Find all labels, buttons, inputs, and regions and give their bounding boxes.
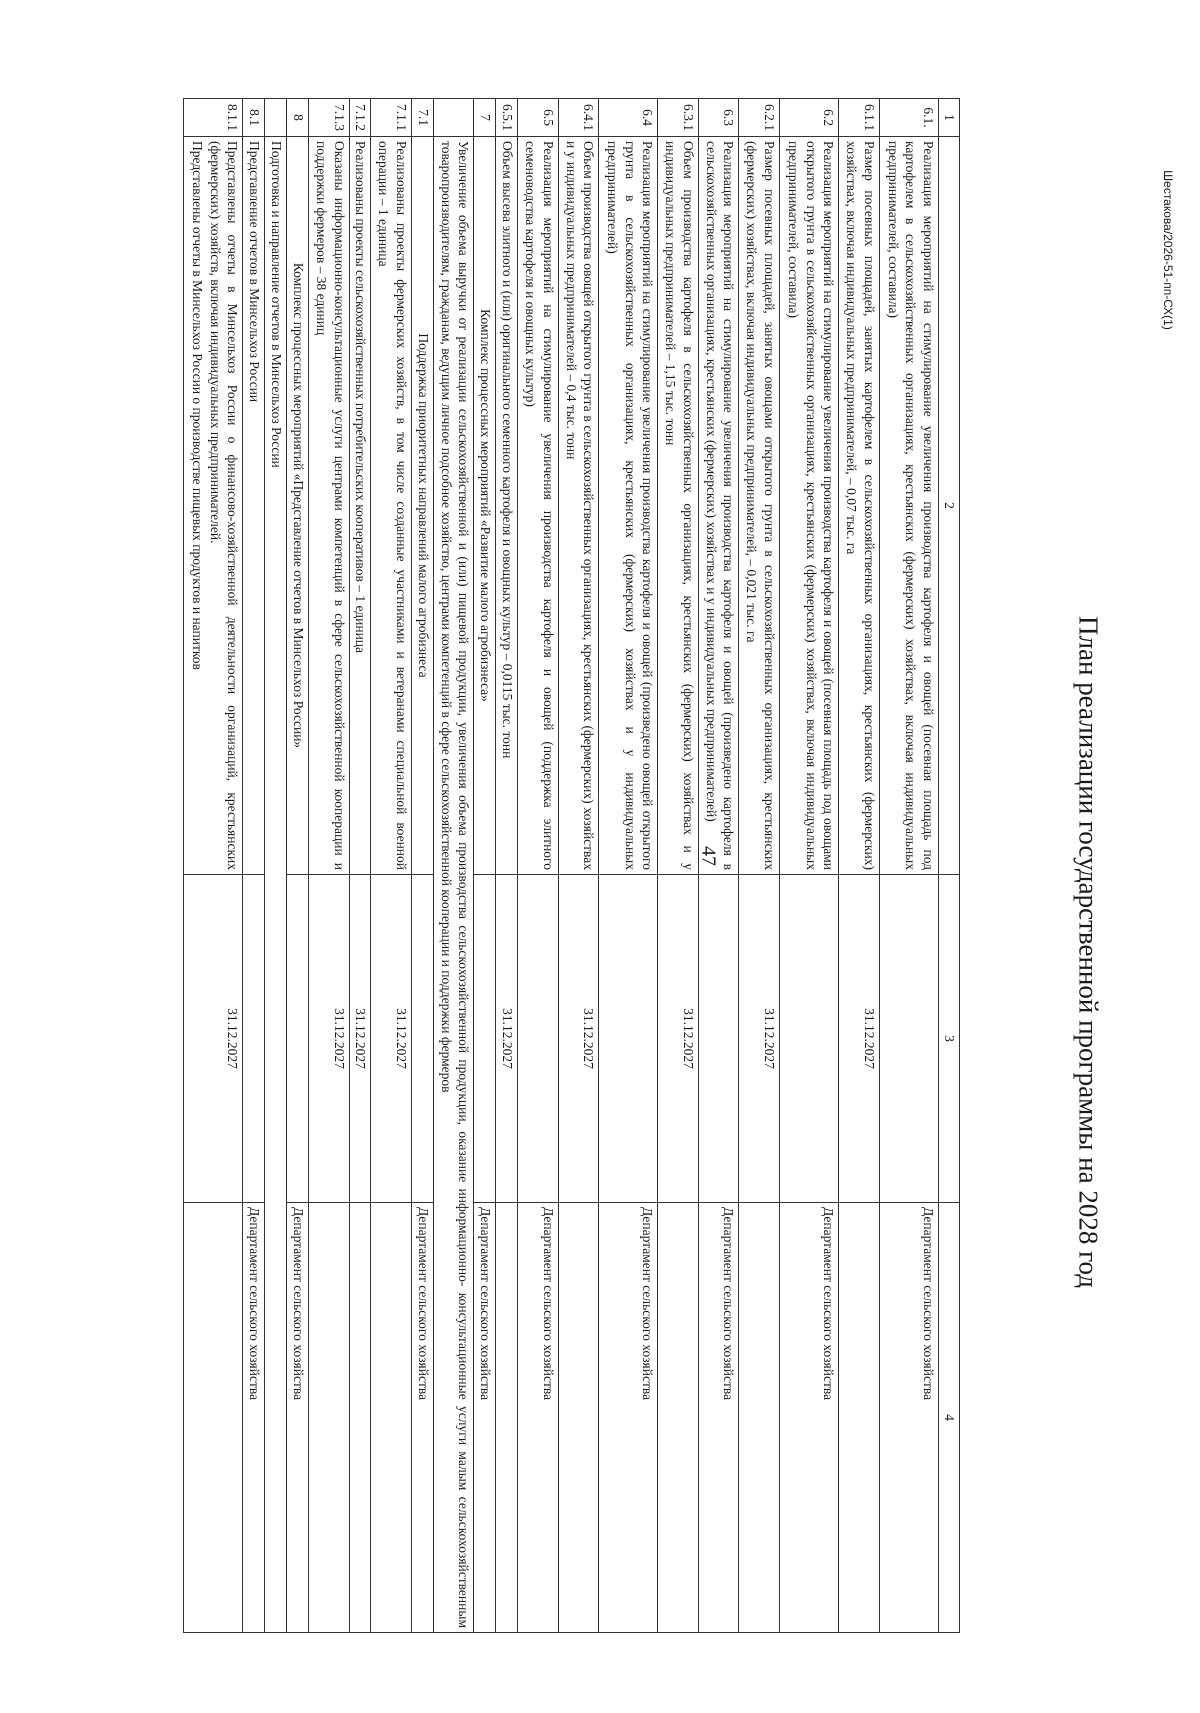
table-row [184,99,243,1633]
row-deadline: 31.12.2027 [184,875,243,1203]
plan-table-rotated [183,98,960,1632]
row-responsible [496,1203,518,1633]
table-row [558,99,599,1633]
row-description: Реализованы проекты фермерских хозяйств, в том числе созданные участниками и ветеранами специальной военной операции – 1 единица [371,137,412,875]
header-cell: 3 [939,875,960,1203]
row-responsible: Департамент сельского хозяйства [599,1203,658,1633]
table-header-row [939,99,960,1633]
row-deadline [698,875,739,1203]
table-row [698,99,739,1633]
row-description: Размер посевных площадей, занятых картофелем в сельскохозяйственных организациях, крестьянских (фермерских) хозяйствах, включая индивидуальных предпринимателей, – 0,07 тыс. га [839,137,880,875]
row-deadline [243,875,265,1203]
row-deadline [780,875,839,1203]
row-deadline: 31.12.2027 [739,875,780,1203]
row-description: Реализация мероприятий на стимулирование увеличения производства картофеля и овощей (произведено овощей открытого грунта в сельскохозяйственных организациях, крестьянских (фермерских) хозяйствах и у индивидуальных предпринимателей) [599,137,658,875]
row-number: 7.1.2 [349,99,371,137]
row-description: Реализация мероприятий на стимулирование увеличения производства картофеля и овощей (посевная площадь под овощами открытого грунта в сельскохозяйственных организациях, крестьянских (фермерских) хозяйствах, включая индивидуальных предпринимателей, составила) [780,137,839,875]
row-number: 6.5.1 [496,99,518,137]
row-number: 8.1.1 [184,99,243,137]
page-title: План реализации государственной программы на 2028 год [1073,616,1104,1288]
row-description: Размер посевных площадей, занятых овощами открытого грунта в сельскохозяйственных организациях, крестьянских (фермерских) хозяйствах, включая индивидуальных предпринимателей, – 0,021 тыс. га [739,137,780,875]
row-number: 8.1 [243,99,265,137]
document-code: Шестакова/2026-51-пп-СХ(1) [1161,170,1175,330]
row-responsible [184,1203,243,1633]
table-row [658,99,699,1633]
row-responsible: Департамент сельского хозяйства [780,1203,839,1633]
table-row [599,99,658,1633]
row-number [265,99,287,137]
row-description: Объем высева элитного и (или) оригинального семенного картофеля и овощных культур – 0,0115 тыс. тонн [496,137,518,875]
row-deadline [287,875,309,1203]
table-row [518,99,559,1633]
row-deadline: 31.12.2027 [658,875,699,1203]
row-responsible [308,1203,349,1633]
row-number: 6.1. [879,99,938,137]
row-description: Объем производства овощей открытого грунта в сельскохозяйственных организациях, крестьянских (фермерских) хозяйствах и у индивидуальных предпринимателей – 0,4 тыс. тонн [558,137,599,875]
row-responsible: Департамент сельского хозяйства [287,1203,309,1633]
row-responsible [349,1203,371,1633]
row-description: Реализация мероприятий на стимулирование увеличения производства картофеля и овощей (посевная площадь под картофелем в сельскохозяйственных организациях, крестьянских (фермерских) хозяйствах, включая индивидуальных предпринимателей, составила) [879,137,938,875]
row-description: Комплекс процессных мероприятий «Развитие малого агробизнеса» [474,137,496,875]
table-row [780,99,839,1633]
row-description: Оказаны информационно-консультационные услуги центрами компетенций в сфере сельскохозяйственной кооперации и поддержки фермеров – 38 единиц [308,137,349,875]
row-responsible: Департамент сельского хозяйства [243,1203,265,1633]
row-number: 7.1 [411,99,433,137]
row-number: 7 [474,99,496,137]
row-description: Представлены отчеты в Минсельхоз России о финансово-хозяйственной деятельности организаций, крестьянских (фермерских) хозяйств, включая индивидуальных предпринимателей. Представлены отчеты в Минсельхоз России о производстве пищевых продуктов и напитков [184,137,243,875]
row-description: Представление отчетов в Минсельхоз России [243,137,265,875]
row-responsible: Департамент сельского хозяйства [518,1203,559,1633]
table-row [287,99,309,1633]
row-deadline: 31.12.2027 [558,875,599,1203]
row-deadline: 31.12.2027 [349,875,371,1203]
row-responsible [371,1203,412,1633]
row-responsible [558,1203,599,1633]
row-responsible: Департамент сельского хозяйства [411,1203,433,1633]
table-row [411,99,433,1633]
row-deadline: 31.12.2027 [496,875,518,1203]
row-description: Увеличение объема выручки от реализации сельскохозяйственной и (или) пищевой продукции, увеличения объема производства сельскохозяйственной продукции, оказание информационно- консультационные услуги малым сельскохозяйственным товаропроизводителям, гражданам, ведущим личное подсобное хозяйство, центрами компетенций в сфере сельскохозяйственной кооперации и поддержки фермеров [433,137,474,1633]
row-description: Реализованы проекты сельскохозяйственных потребительских кооперативов – 1 единица [349,137,371,875]
row-deadline: 31.12.2027 [371,875,412,1203]
header-cell: 2 [939,137,960,875]
row-number: 6.3.1 [658,99,699,137]
row-description: Объем производства картофеля в сельскохозяйственных организациях, крестьянских (фермерских) хозяйствах и у индивидуальных предпринимателей – 1,15 тыс. тонн [658,137,699,875]
table-row [879,99,938,1633]
header-cell: 4 [939,1203,960,1633]
table-row [433,99,474,1633]
row-description: Поддержка приоритетных направлений малого агробизнеса [411,137,433,875]
row-number: 8 [287,99,309,137]
table-row [496,99,518,1633]
table-row [474,99,496,1633]
row-number [433,99,474,137]
table-row [265,99,287,1633]
table-row [371,99,412,1633]
row-number: 6.5 [518,99,559,137]
row-deadline: 31.12.2027 [308,875,349,1203]
table-row [349,99,371,1633]
plan-table [183,98,960,1633]
row-deadline [411,875,433,1203]
row-deadline: 31.12.2027 [839,875,880,1203]
row-deadline [474,875,496,1203]
row-number: 7.1.3 [308,99,349,137]
row-deadline [599,875,658,1203]
row-description: Реализация мероприятий на стимулирование увеличения производства картофеля и овощей (произведено картофеля в сельскохозяйственных организациях, крестьянских (фермерских) хозяйствах и у индивидуальных предпринимателей) [698,137,739,875]
row-number: 6.4 [599,99,658,137]
row-number: 6.2 [780,99,839,137]
table-row [308,99,349,1633]
row-description: Комплекс процессных мероприятий «Представление отчетов в Минсельхоз России» [287,137,309,875]
row-number: 6.2.1 [739,99,780,137]
row-number: 6.1.1 [839,99,880,137]
table-row [839,99,880,1633]
table-row [243,99,265,1633]
row-responsible [658,1203,699,1633]
row-responsible: Департамент сельского хозяйства [698,1203,739,1633]
row-responsible: Департамент сельского хозяйства [474,1203,496,1633]
row-number: 6.3 [698,99,739,137]
row-responsible: Департамент сельского хозяйства [879,1203,938,1633]
row-description: Реализация мероприятий на стимулирование увеличения производства картофеля и овощей (поддержка элитного семеноводства картофеля и овощных культур) [518,137,559,875]
row-responsible [739,1203,780,1633]
row-deadline [518,875,559,1203]
row-deadline [879,875,938,1203]
row-responsible [839,1203,880,1633]
row-number: 6.4.1 [558,99,599,137]
row-number: 7.1.1 [371,99,412,137]
page-number: 47 [697,846,720,866]
row-description: Подготовка и направление отчетов в Минсельхоз России [265,137,287,1633]
table-row [739,99,780,1633]
header-cell: 1 [939,99,960,137]
